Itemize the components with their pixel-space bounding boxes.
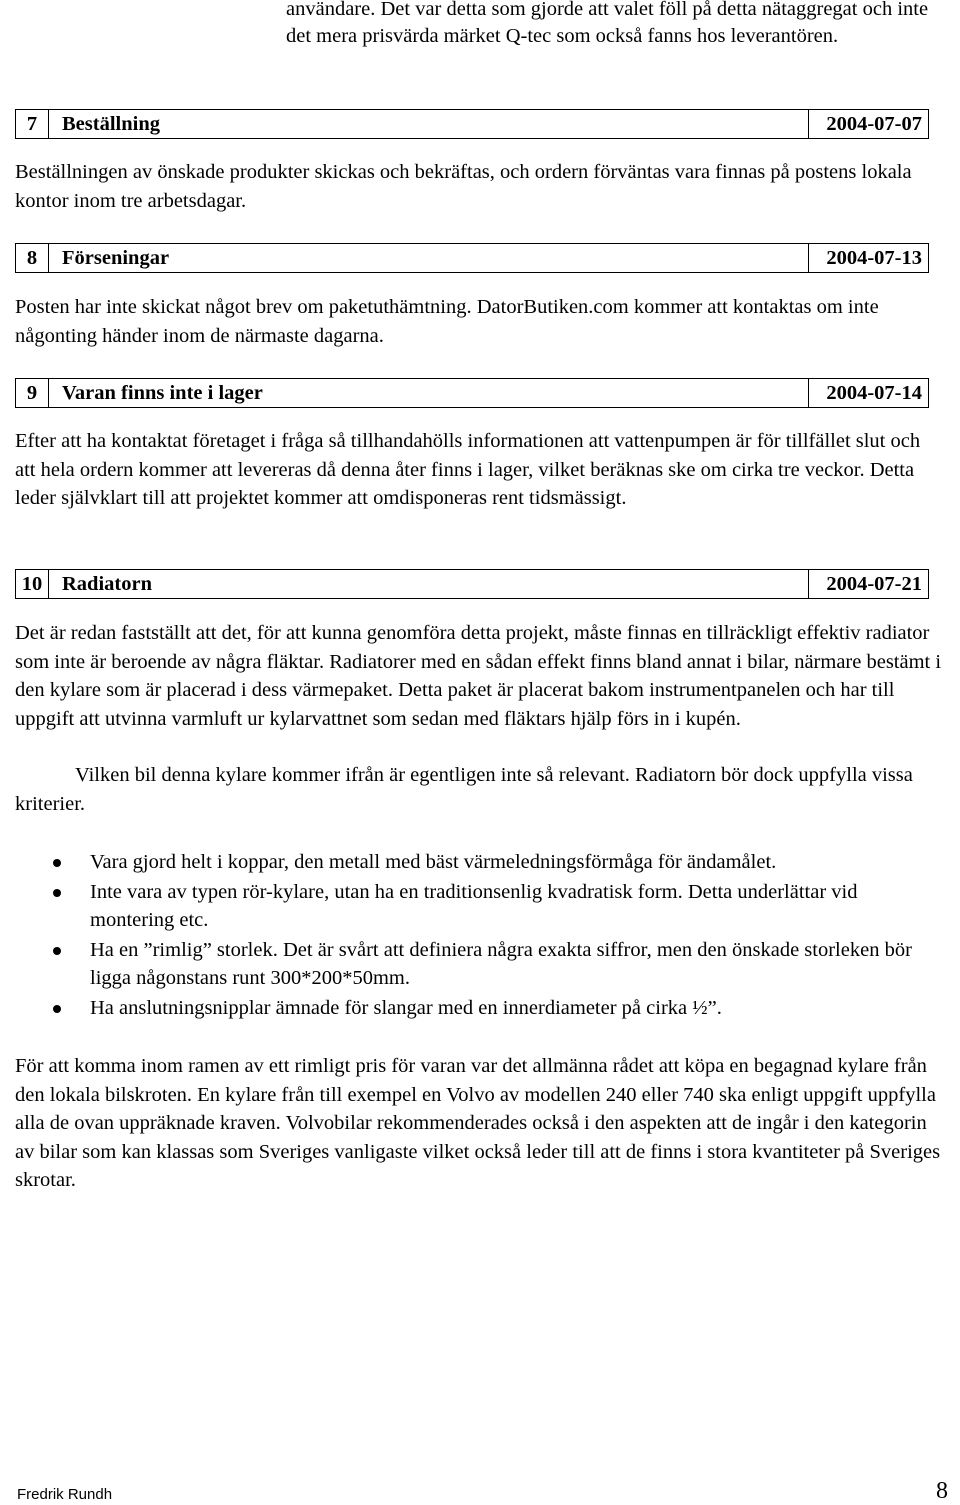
section-title: Beställning [62,112,160,135]
section-title: Varan finns inte i lager [62,381,263,404]
section-header-10 [15,569,929,599]
section-header-8 [15,243,929,273]
list-item: Ha anslutningsnipplar ämnade för slangar med en innerdiameter på cirka ½”. [15,994,945,1023]
section-date: 2004-07-07 [808,110,928,138]
section-title: Radiatorn [62,572,152,595]
section-body-10: Det är redan fastställt att det, för att kunna genomföra detta projekt, måste finnas en tillräckligt effektiv radiator som inte är beroende av några fläktar. Radiatorer med en sådan effekt finns bland annat i bilar, närmare bestämt i den kylare som är placerad i dess värmepaket. Detta paket är placerat bakom instrumentpanelen och har till uppgift att utvinna varmluft ur kylarvattnet som sedan med fläktars hjälp förs in i kupén. [15,622,947,730]
criteria-list [15,848,945,1023]
section-date: 2004-07-14 [808,379,928,407]
section-title: Förseningar [62,246,170,269]
section-body-9: Efter att ha kontaktat företaget i fråga så tillhandahölls informationen att vattenpumpen är för tillfället slut och att hela ordern kommer att levereras då denna åter finns i lager, vilket beräknas ske om cirka tre veckor. Detta leder självklart till att projektet kommer att omdisponeras rent tidsmässigt. [15,430,926,509]
bullet-icon [53,947,61,955]
section-body-7: Beställningen av önskade produkter skickas och bekräftas, och ordern förväntas vara finnas på postens lokala kontor inom tre arbetsdagar. [15,161,917,212]
section-number: 9 [16,379,49,407]
section-date: 2004-07-13 [808,244,928,272]
page-number: 8 [936,1478,948,1504]
section-number: 10 [16,570,49,598]
footer-author: Fredrik Rundh [17,1486,113,1503]
section-header-7 [15,109,929,139]
section-number: 7 [16,110,49,138]
list-item: Vara gjord helt i koppar, den metall med bäst värmeledningsförmåga för ändamålet. [15,848,945,877]
section-number: 8 [16,244,49,272]
list-item: Inte vara av typen rör-kylare, utan ha en traditionsenlig kvadratisk form. Detta underlättar vid montering etc. [15,878,945,935]
section-body-8: Posten har inte skickat något brev om paketuthämtning. DatorButiken.com kommer att kontaktas om inte någonting händer inom de närmaste dagarna. [15,296,884,347]
section-date: 2004-07-21 [808,570,928,598]
bullet-icon [53,859,61,867]
bullet-icon [53,1005,61,1013]
bullet-icon [53,889,61,897]
closing-paragraph: För att komma inom ramen av ett rimligt pris för varan var det allmänna rådet att köpa en begagnad kylare från den lokala bilskroten. En kylare från till exempel en Volvo av modellen 240 eller 740 ska enligt uppgift uppfylla alla de ovan uppräknade kraven. Volvobilar rekommenderades också i den aspekten att de ingår i den kategorin av bilar som kan klassas som Sveriges vanligaste vilket också leder till att de finns i stora kvantiteter på Sveriges skrotar. [15,1055,946,1191]
intro-paragraph: användare. Det var detta som gjorde att valet föll på detta nätaggregat och inte det mera prisvärda märket Q-tec som också fanns hos leverantören. [286,0,934,47]
list-item: Ha en ”rimlig” storlek. Det är svårt att definiera några exakta siffror, men den önskade storleken bör ligga någonstans runt 300*200*50mm. [15,936,945,993]
section-header-9 [15,378,929,408]
section-body-10-continued: Vilken bil denna kylare kommer ifrån är egentligen inte så relevant. Radiatorn bör dock uppfylla vissa kriterier. [15,764,918,815]
